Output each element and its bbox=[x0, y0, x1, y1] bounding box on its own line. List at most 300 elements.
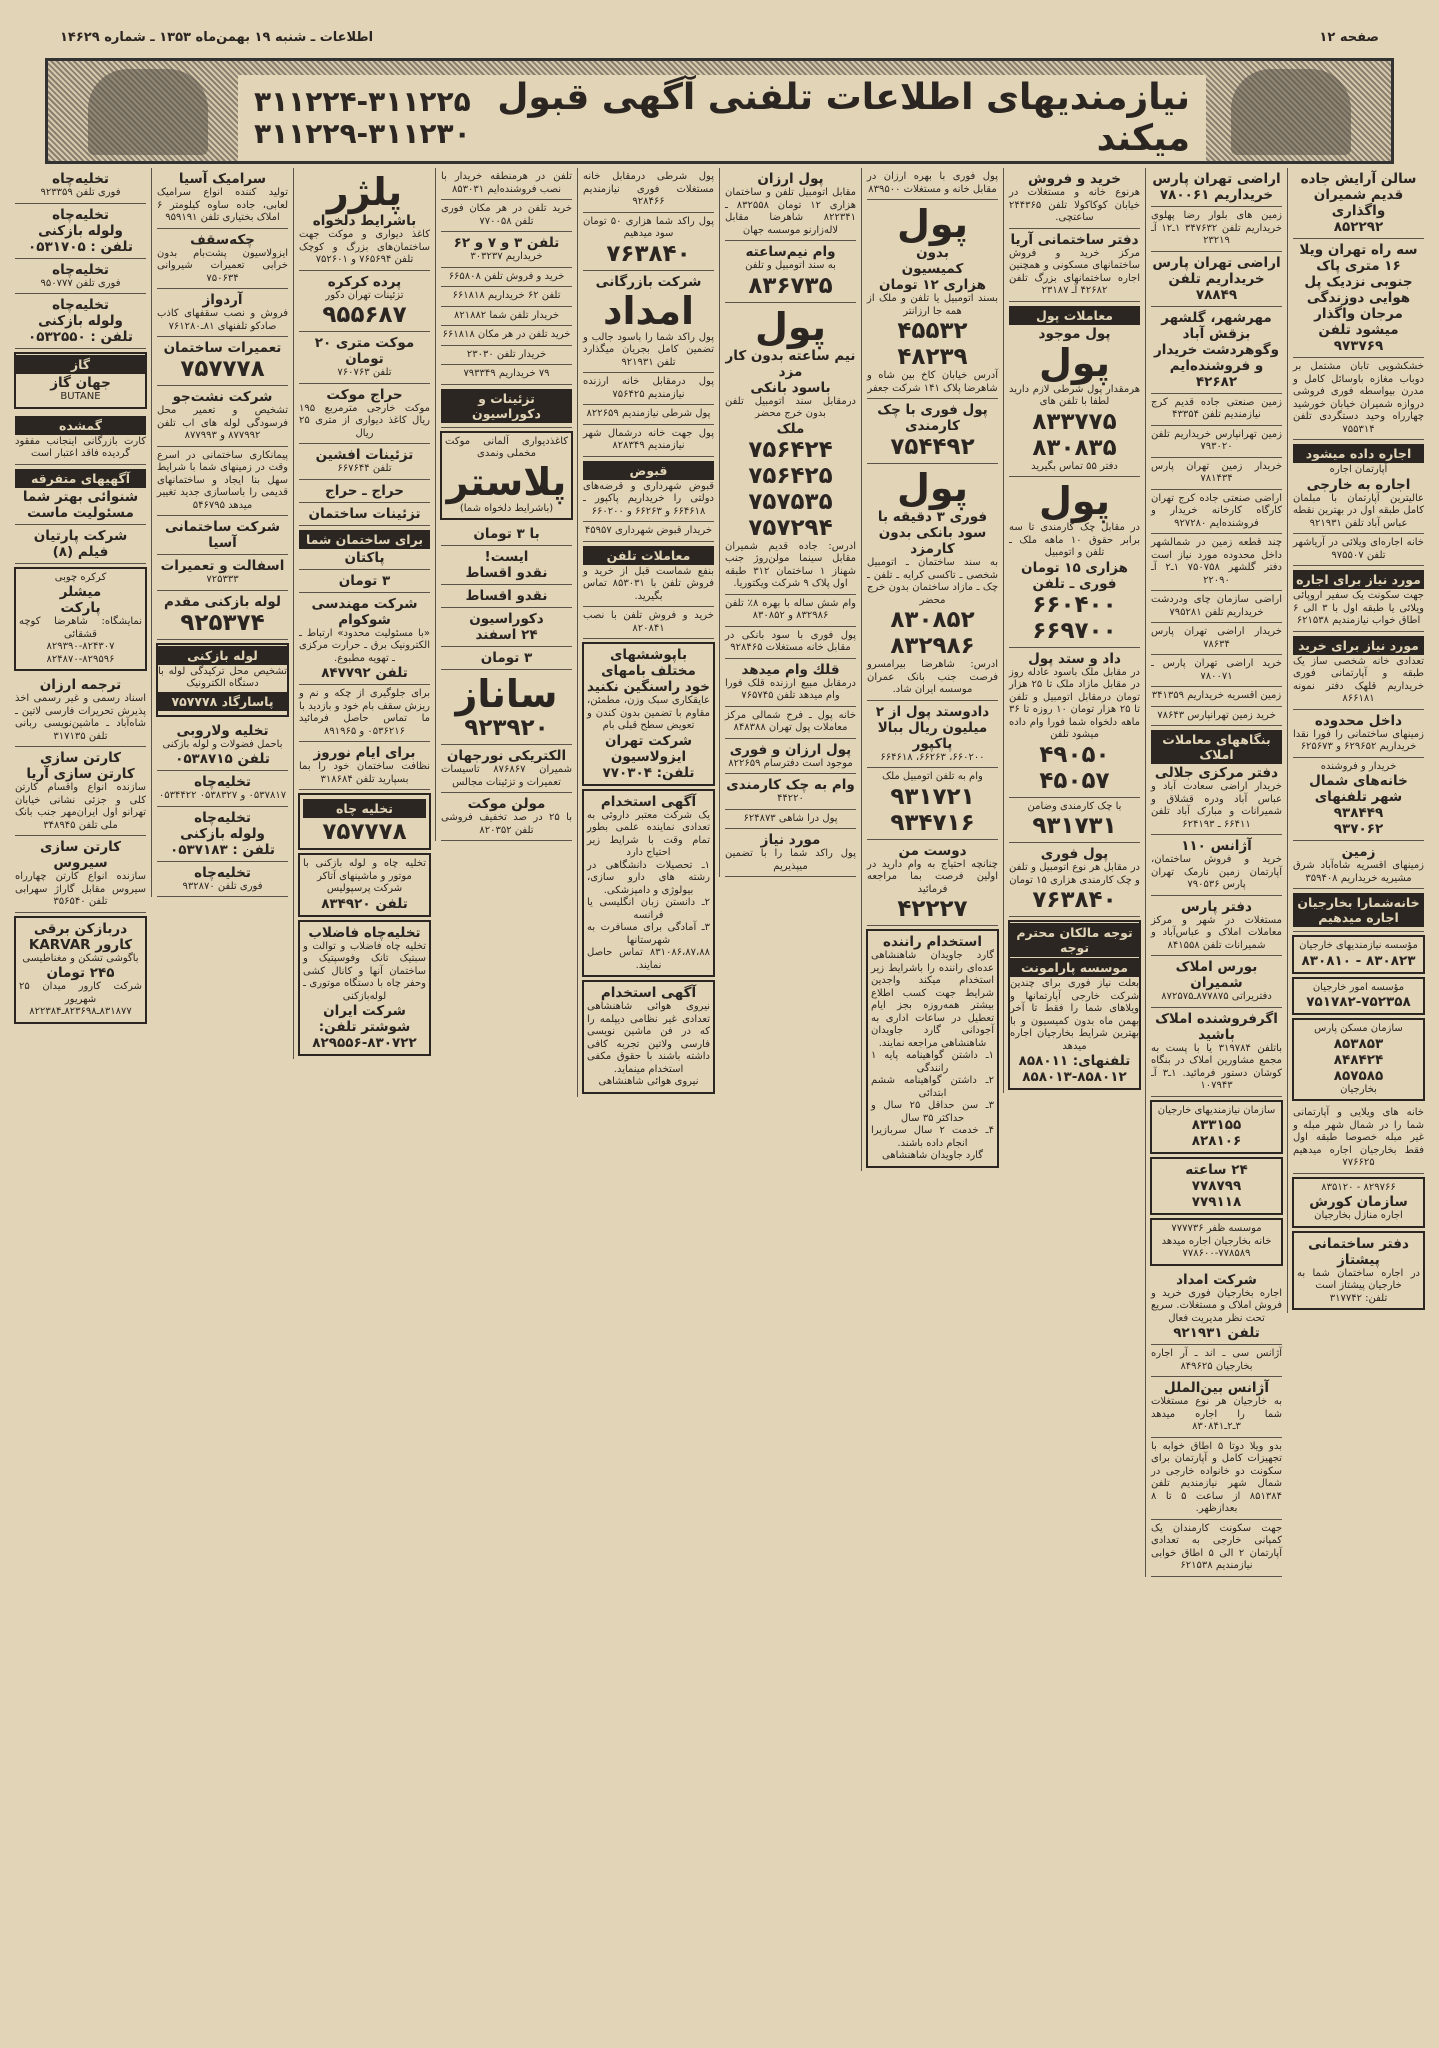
classified-ad bbox=[441, 385, 572, 428]
boxed-ad bbox=[440, 431, 573, 521]
ad-display-title: پول bbox=[896, 466, 969, 510]
ad-headline: ۲۴ اسفند bbox=[475, 627, 538, 643]
section-heading: آگهیهای متفرقه bbox=[15, 469, 146, 488]
ad-body-text: ادرس: جاده قدیم شمیران مقابل سینما مولن‌روژ جنب شهناز ۱ ساختمان ۳۱۲ طبقه اول پلاک ۹ شرکت ویکتوریا. bbox=[725, 540, 857, 589]
ad-headline: جهان گاز bbox=[50, 375, 111, 391]
classifieds-banner bbox=[45, 58, 1394, 164]
ad-column bbox=[719, 168, 861, 877]
ad-phone-number: ۴۹۰۵۰ bbox=[1039, 741, 1110, 768]
classified-ad bbox=[1151, 1520, 1282, 1577]
ad-body-text: گارد جاویدان شاهنشاهی bbox=[882, 1150, 983, 1161]
ad-headline: تلفن : ۰۵۳۱۷۰۵ bbox=[28, 238, 133, 255]
section-heading: اجاره داده میشود bbox=[1293, 444, 1424, 463]
classified-ad bbox=[157, 386, 288, 447]
ad-body-text: گارد جاویدان شاهنشاهی عده‌ای راننده را باشرایط زیر استخدام میکند واجدین شرایط جهت کسب اطلاع بیشتر همه‌روزه بجز ایام تعطیل در ساعات اداری به آجودانی گارد جاویدان شاهنشاهی مراجعه نمایند. bbox=[871, 950, 994, 1049]
ad-headline: کارتن سازی bbox=[39, 750, 122, 766]
ad-body-text: خریدار اراضی تهران پارس ۷۸۶۳۴ bbox=[1151, 626, 1282, 650]
page-header bbox=[60, 30, 1379, 50]
classified-ad bbox=[441, 326, 572, 346]
classified-ad bbox=[1293, 566, 1424, 632]
ad-phone-number: ۷۶۳۸۴۰ bbox=[606, 240, 691, 267]
ad-phone-number: ۶۶۰۴۰۰ bbox=[1032, 591, 1117, 618]
ad-headline: اگرفروشنده املاک باشید bbox=[1155, 1010, 1278, 1043]
classified-ad bbox=[867, 200, 998, 399]
classified-ad bbox=[583, 373, 714, 405]
ad-headline: بدون bbox=[916, 245, 949, 261]
ad-body-text: پیمانکاری ساختمانی در اسرع وقت در زمینهای شما با شرایط سهل بنا ایجاد و ساختمانهای قدیمی را باساسازی جدید تغییر میدهد ۵۴۶۷۹۵ bbox=[157, 449, 288, 511]
section-heading: قبوض bbox=[583, 461, 714, 480]
ad-body-text: کارت بازرگانی اینجانب مفقود گردیده فاقد اعتبار است bbox=[15, 435, 146, 459]
ad-phone-number: ۷۵۶۴۲۵ bbox=[748, 462, 833, 489]
ad-phone-number: ۹۳۴۷۱۶ bbox=[890, 809, 975, 836]
ad-headline: آژانس بین‌الملل bbox=[1164, 1380, 1269, 1396]
ad-phone-number: ۹۳۱۷۲۱ bbox=[890, 783, 975, 810]
ad-headline: تعمیرات ساختمان bbox=[163, 340, 282, 356]
ad-headline: مهرشهر، گلشهر بزقش آباد وگوهردشت خریدار و فروشنده‌ایم ۴۲۶۸۲ bbox=[1153, 309, 1280, 390]
classified-ad bbox=[441, 287, 572, 307]
classified-ad bbox=[157, 720, 288, 772]
ad-body-text: جهت سکونت کارمندان یک کمپانی خارجی به تعدادی آپارتمان ۲ الی ۵ اطاق خوابی نیازمندیم ۶۲۱۵۳۸ bbox=[1151, 1522, 1282, 1571]
section-heading: برای ساختمان شما bbox=[299, 530, 430, 549]
classified-ad bbox=[1293, 758, 1424, 842]
ad-phone-number: ۹۳۱۷۳۱ bbox=[1032, 813, 1117, 839]
classified-ad bbox=[725, 659, 856, 707]
ad-column bbox=[10, 168, 151, 1027]
ad-body-text: درمقابل سند اتومبیل تلفن بدون خرج محضر bbox=[725, 395, 856, 419]
classified-ad bbox=[1151, 534, 1282, 591]
classified-ad bbox=[1293, 841, 1424, 889]
ad-headline: پاکتان bbox=[344, 549, 385, 566]
ad-headline: ۸۵۷۵۸۵ bbox=[1333, 1067, 1384, 1084]
ad-body-text: مقابل اتومبیل تلفن و ساختمان هزاری ۱۲ تومان ۸۳۲۵۵۸ ـ ۸۲۲۳۴۱ شاهرضا مقابل لاله‌زارنو موسسه جهان bbox=[725, 187, 856, 236]
banner-phone: ۳۱۱۲۲۹-۳۱۱۲۳۰ bbox=[254, 117, 471, 150]
ad-body-text: موجود است دفترسام ۸۲۲۶۵۹ bbox=[728, 757, 853, 769]
ad-body-text: ۴ـ خدمت ۲ سال سربازیرا انجام داده باشند. bbox=[871, 1125, 994, 1149]
ad-headline: سازمان کورش bbox=[1309, 1194, 1408, 1210]
ad-body-text: پول درمقابل خانه ارزنده نیازمندیم ۷۵۶۴۲۵ bbox=[583, 376, 714, 400]
classified-ad bbox=[583, 405, 714, 425]
section-heading: معاملات پول bbox=[1009, 306, 1140, 325]
ad-headline: پرده کرکره bbox=[327, 273, 402, 290]
ad-body-text: خانه های ویلایی و آپارتمانی شما را در شمال شهر مبله و غیر مبله خصوصا طبقه اول فقط بخارجیان اجاره میدهیم ۷۷۶۶۲۵ bbox=[1293, 1107, 1424, 1168]
ad-headline: آژانس ۱۱۰ bbox=[1181, 838, 1252, 854]
ad-headline: ولوله بازکنی bbox=[180, 825, 265, 842]
ad-headline: ۷۵۱۷۸۲-۷۵۲۳۵۸ bbox=[1306, 994, 1411, 1010]
ad-phone-number: ۸۳۰۸۳۵ bbox=[1032, 434, 1117, 461]
ad-body-text: نمایشگاه: شاهرضا کوچه قشقائی bbox=[19, 616, 142, 640]
ad-body-text: در مقابل ملک باسود عادله روز در مقابل مازاد ملک تا ۲۵ هزار تومان درمقابل اتومبیل و تلفن تا ۲۵ هزار تومان ۱۰ روزه تا ۳۶ ماهه دلخواه شما فورا وام داده میشود تلفن bbox=[1009, 666, 1141, 740]
ad-body-text: ادرس: شاهرضا بیرامسرو فرصت جنب بانک عمران موسسه ایران شاد. bbox=[867, 659, 998, 695]
ad-body-text: فوری تلفن ۹۵۰۷۷۷ bbox=[40, 277, 121, 289]
ad-headline: تلفن ۸۴۷۷۹۲ bbox=[321, 665, 408, 681]
ad-body-text: سازنده انواع کارتن چهارراه سیروس مقابل گاراژ سهرابی تلفن ۳۵۶۵۴۰ bbox=[15, 871, 146, 907]
ad-headline: ۹۳۷۰۶۲ bbox=[1333, 821, 1384, 837]
ad-headline: ۳ تومان bbox=[338, 572, 391, 589]
classified-ad bbox=[1151, 168, 1282, 207]
ad-body-text: اراضی سازمان چای ودردشت خریداریم تلفن ۷۹۵۲۸۱ bbox=[1151, 594, 1282, 618]
ad-headline: فوری ۳ دقیقه با سود بانکی بدون کارمزد bbox=[877, 509, 988, 557]
classified-ad bbox=[441, 523, 572, 546]
ad-headline: دفتر پارس bbox=[1181, 898, 1252, 915]
ad-body-text: تشخیص محل ترکیدگی لوله با دستگاه الکترونیک bbox=[158, 665, 287, 689]
ad-body-text: پول راکد شما هزاری ۵۰ تومان سود میدهیم bbox=[583, 215, 715, 239]
ad-body-text: سازمان نیازمندیهای خارجیان bbox=[1157, 1104, 1276, 1116]
ad-headline: داخل محدوده bbox=[1314, 712, 1403, 729]
classified-ad bbox=[299, 593, 430, 686]
classified-ad bbox=[441, 268, 572, 288]
boxed-ad bbox=[1292, 1018, 1425, 1101]
ad-body-text: سازمان مسکن پارس bbox=[1314, 1023, 1403, 1034]
boxed-ad bbox=[1292, 1231, 1425, 1311]
classified-ad bbox=[441, 346, 572, 366]
classified-ad bbox=[725, 829, 856, 877]
ad-body-text: خرید و فروش ساختمان، آپارتمان زمین نارمک تهران پارس ۷۹۰۵۳۶ bbox=[1151, 854, 1282, 890]
ad-body-text: کرکره چوبی bbox=[54, 571, 107, 583]
ad-body-text: باگوشی تشکن و مغناطیسی bbox=[22, 952, 139, 964]
ad-body-text: خرید تلفن در هر مکان فوری تلفن ۷۷۰۰۵۸ bbox=[441, 203, 572, 227]
ad-body-text: پول فوری با بهره ارزان در مقابل خانه و مستغلات ۸۳۹۵۰۰ bbox=[867, 171, 998, 195]
ad-body-text: ۳ـ سن حداقل ۲۵ سال و حداکثر ۳۵ سال bbox=[871, 1100, 994, 1124]
classified-ad bbox=[299, 742, 430, 790]
ad-headline: سالن آرایش جاده قدیم شمیران واگذاری bbox=[1300, 171, 1417, 219]
classified-ad bbox=[867, 768, 998, 840]
ad-headline: پارکت bbox=[60, 600, 101, 616]
ad-headline: تخلیه‌چاه bbox=[52, 261, 109, 278]
classified-ad bbox=[725, 627, 856, 659]
ad-headline: چکه‌سقف bbox=[190, 231, 255, 248]
ad-headline: دفتر مرکزی جلالی bbox=[1154, 765, 1279, 781]
ad-headline: ولوله بازکنی bbox=[38, 222, 123, 239]
classified-ad bbox=[15, 747, 146, 836]
ad-headline: ۹۳۸۴۴۹ bbox=[1333, 805, 1384, 821]
ad-body-text: پول راکد شما را با تضمین میپذیریم bbox=[725, 848, 856, 872]
ad-headline: ۸۳۰۸۲۳ - ۸۳۰۸۱۰ bbox=[1301, 952, 1416, 969]
ad-headline: استخدام راننده bbox=[883, 934, 982, 950]
ad-body-text: آدرس خیابان کاخ بین شاه و شاهرضا پلاک ۱۴۱ شرکت جعفر bbox=[867, 370, 998, 394]
ad-column bbox=[435, 168, 577, 841]
ad-body-text: خرید زمین تهرانپارس ۷۸۶۴۳ bbox=[1157, 709, 1276, 721]
ad-body-text: بنفع شماست قبل از خرید و فروش تلفن با ۸۵۳۰۳۱ تماس بگیرید. bbox=[583, 565, 714, 602]
ad-body-text: تلفن: ۳۱۷۷۴۲ bbox=[1329, 1292, 1388, 1304]
ad-column bbox=[151, 168, 293, 897]
classified-ad bbox=[15, 168, 146, 204]
classified-ad bbox=[725, 168, 856, 241]
ad-body-text: مستغلات در شهر و مرکز معاملات املاک و عباس‌آباد و شمیرانات تلفن ۸۴۱۵۵۸ bbox=[1151, 914, 1282, 951]
ad-body-text: بدو ویلا دوتا ۵ اطاق خوابه با تجهیزات کامل و آپارتمان برای سکونت دو خانواده خارجی در شمال شهر نیازمندیم تلفن ۸۵۱۳۸۴ از ساعت ۵ تا ۸ بعدازظهر. bbox=[1151, 1440, 1283, 1514]
ad-body-text: ۰۵۳۷۸۱۷ و ۰۵۳۸۳۲۷ ۰۵۳۴۴۲۲ bbox=[158, 790, 287, 801]
ad-headline: قلك وام میدهد bbox=[741, 661, 840, 678]
ad-column bbox=[293, 168, 435, 1059]
classified-ad bbox=[157, 771, 288, 807]
ad-body-text: زمین اقسریه خریداریم ۳۴۱۳۵۹ bbox=[1151, 690, 1282, 701]
ad-body-text: خریدار قبوض شهرداری ۴۵۹۵۷ bbox=[584, 525, 713, 536]
ad-body-text: ایزولاسیون پشت‌بام بدون خرابی تعمیرات شیروانی ۷۵۰۶۳۴ bbox=[157, 247, 288, 284]
ad-column bbox=[1287, 168, 1429, 1313]
ad-body-text: «با مسئولیت محدود» ارتباط ـ الکترونیک برق ـ حرارت مرکزی ـ تهویه مطبوع. bbox=[299, 627, 430, 664]
ad-headline: داد و ستد پول bbox=[1028, 650, 1121, 667]
ad-headline: کارتن سازی سیروس bbox=[39, 839, 122, 871]
classified-ad bbox=[1151, 1008, 1282, 1097]
classified-ad bbox=[157, 289, 288, 337]
section-heading: تخلیه چاه bbox=[303, 799, 426, 818]
ad-phone-number: ۷۵۶۴۲۴ bbox=[748, 436, 833, 463]
boxed-ad bbox=[156, 643, 289, 717]
ad-headline: تخلیه‌چاه bbox=[52, 297, 109, 313]
telephone-woman-illustration-icon bbox=[88, 69, 208, 155]
classified-ad bbox=[441, 365, 572, 385]
ad-body-text: ۶۶۰۲۰۰، ۶۶۲۶۳، ۶۶۴۶۱۸ bbox=[880, 751, 985, 763]
ad-headline: ترجمه ارزان bbox=[39, 677, 122, 693]
ad-phone-number: ۴۸۲۳۹ bbox=[897, 344, 968, 370]
boxed-ad bbox=[298, 793, 431, 850]
ad-body-text: پول شرطی درمقابل خانه مستغلات فوری نیازمندیم ۹۲۸۴۶۶ bbox=[583, 171, 714, 207]
ad-headline: تزئینات ساختمان bbox=[308, 505, 421, 522]
ad-headline: مورد نیاز bbox=[760, 832, 821, 848]
ad-phone-number: ۴۵۰۵۷ bbox=[1039, 767, 1110, 794]
ad-body-text: خرید و فروش تلفن ۶۶۵۸۰۸ bbox=[448, 270, 565, 282]
classified-ad bbox=[1151, 490, 1282, 535]
classified-ad bbox=[299, 503, 430, 526]
classified-ad bbox=[867, 168, 998, 200]
classified-ad bbox=[299, 332, 430, 384]
classified-ad bbox=[1293, 1104, 1424, 1174]
ad-body-text: زمین تهرانپارس خریداریم تلفن ۷۹۳۰۲۰ bbox=[1151, 428, 1282, 452]
ad-body-text: ۱ـ تحصیلات دانشگاهی در رشته های دارو سازی، بیولوژی و دامپزشکی. bbox=[587, 859, 710, 896]
ad-headline: مولن موکت bbox=[467, 796, 546, 812]
ad-headline: شرکت نشت‌جو bbox=[172, 389, 273, 405]
ad-headline: ۸۲۹۵۵۶-۸۳۰۷۲۲ bbox=[312, 1035, 417, 1051]
ad-headline: نقدو اقساط bbox=[465, 565, 548, 581]
ad-body-text: به سند ساختمان ـ اتومبیل شخصی ـ تاکسی کرایه ـ تلفن ـ چک ـ مازاد ساختمان بدون خرج محضر bbox=[867, 557, 998, 606]
ad-headline: باشرایط دلخواه bbox=[312, 213, 417, 229]
ad-body-text: خانه بخارجیان اجاره میدهد bbox=[1161, 1235, 1272, 1247]
classified-ad bbox=[1293, 632, 1424, 710]
classified-ad bbox=[1293, 534, 1424, 566]
classified-ad bbox=[867, 840, 998, 927]
ad-body-text: خانه پول ـ فرح شمالی مرکز معاملات پول تهران ۸۴۸۳۸۸ bbox=[725, 709, 856, 733]
ad-headline: تلفنهای: ۸۵۸۰۱۱ bbox=[1018, 1053, 1131, 1069]
ad-phone-number: ۸۳۳۷۷۵ bbox=[1032, 408, 1117, 435]
ad-body-text: فوری تلفن ۹۲۳۳۵۹ bbox=[40, 187, 121, 198]
section-heading: تزئینات و دکوراسیون bbox=[441, 389, 572, 423]
ad-headline: حراج ـ حراج bbox=[325, 482, 404, 499]
ad-body-text: پول درا شاهی ۶۲۴۸۷۳ bbox=[743, 812, 838, 824]
ad-body-text: زمینهای اقسریه شاه‌آباد شرق مشیریه خریداریم ۳۵۹۴۰۸ bbox=[1293, 860, 1424, 884]
ad-body-text: نظافت ساختمان خود را بما بسپارید تلفن ۳۱۸۶۸۴ bbox=[299, 761, 430, 785]
ad-body-text: هرنوع خانه و مستغلات در خیابان کوکاکولا تلفن ۲۴۴۳۶۵ ساعتچی. bbox=[1009, 187, 1140, 223]
ad-phone-number: ۷۵۷۵۳۵ bbox=[748, 488, 833, 515]
classified-ad bbox=[1151, 956, 1282, 1008]
classified-ad bbox=[441, 168, 572, 200]
ad-body-text: خرید اراضی تهران پارس ـ ۷۸۰۰۷۱ bbox=[1151, 658, 1282, 682]
ad-headline: نقدو اقساط bbox=[465, 588, 548, 604]
ad-body-text: مؤسسه نیازمندیهای خارجیان bbox=[1299, 940, 1418, 951]
ad-body-text: دفتر ۵۵ تماس بگیرید bbox=[1031, 460, 1118, 472]
section-heading: مورد نیاز برای اجاره bbox=[1293, 570, 1424, 589]
ad-headline: تخلیه‌چاه فاضلاب bbox=[308, 924, 421, 941]
ad-headline: باسود بانکی bbox=[750, 379, 831, 396]
ad-headline: زمین bbox=[1341, 844, 1376, 860]
ad-headline: برای ایام نوروز bbox=[313, 745, 416, 761]
boxed-ad bbox=[1150, 1100, 1283, 1155]
ad-headline: تلفن: ۷۷۰۳۰۴ bbox=[602, 764, 695, 781]
ad-headline: حراج موکت bbox=[326, 386, 403, 403]
boxed-ad bbox=[1150, 1218, 1283, 1266]
ad-headline: ملک bbox=[776, 420, 805, 437]
ad-body-text: فروش و نصب سقفهای کاذب صادکو تلفنهای ۸۱ـ۷۶۱۲۸۰ bbox=[157, 308, 288, 332]
ad-column bbox=[1145, 168, 1287, 1577]
boxed-ad bbox=[14, 352, 147, 409]
ad-headline: پول موجود bbox=[1038, 325, 1111, 342]
classified-ad bbox=[867, 464, 998, 701]
ad-body-text: یک شرکت معتبر داروئی به تعدادی نماینده علمی بطور تمام وقت با شرایط زیر احتیاج دارد bbox=[587, 809, 710, 858]
classified-ad bbox=[299, 444, 430, 480]
ad-headline: شرکت پارتیان bbox=[33, 527, 128, 544]
ad-headline: ۷۷۹۱۱۸ bbox=[1191, 1194, 1242, 1210]
ad-body-text: خریدار تلفن شما ۸۲۱۸۸۲ bbox=[453, 309, 560, 321]
classified-ad bbox=[725, 774, 856, 810]
ad-display-title: پلژر bbox=[326, 170, 403, 214]
ad-display-title: پول bbox=[1038, 479, 1111, 523]
ad-body-text: در اجاره ساختمان شما به خارجیان پیشتاز است bbox=[1297, 1267, 1420, 1291]
ad-body-text: خریدار زمین تهران پارس ۷۸۱۴۳۴ bbox=[1151, 460, 1282, 484]
ad-body-text: چند قطعه زمین در شمالشهر داخل محدوده مورد نیاز است دفتر گلشهر ۷۵۰۷۵۸ ۱ـ۲ آـ ۲۲۰۹۰ bbox=[1151, 537, 1282, 586]
ad-headline: ۲۴۵ تومان bbox=[46, 965, 115, 981]
ad-body-text: ۸۳۱۰۸۶،۸۷،۸۸ تماس حاصل نمایند. bbox=[587, 947, 710, 971]
ad-body-text: پول شرطی نیازمندیم ۸۲۲۶۵۹ bbox=[586, 408, 711, 419]
ad-body-text: خانه اجاره‌ای ویلائی در آریاشهر تلفن ۹۷۵۵۰۷ bbox=[1293, 537, 1424, 561]
classified-ad bbox=[1009, 843, 1140, 917]
classified-ad bbox=[1009, 302, 1140, 478]
classified-ad bbox=[1009, 648, 1140, 798]
ad-headline: تخلیه‌چاه bbox=[52, 171, 109, 187]
ad-headline: نیم ساعته بدون کار مزد bbox=[725, 347, 856, 380]
ad-headline: ۷۷۸۷۹۹ bbox=[1191, 1178, 1242, 1194]
ad-body-text: ۴۴۲۲۰ bbox=[777, 793, 804, 804]
ad-body-text: اجاره منازل بخارجیان bbox=[1314, 1210, 1403, 1221]
ad-body-text: با ۲۵ در صد تخفیف فروشی تلفن ۸۲۰۳۵۲ bbox=[441, 812, 573, 836]
ad-headline: ۳ تومان bbox=[480, 650, 533, 666]
ad-body-text: خریدار و فروشنده bbox=[1320, 760, 1397, 772]
classified-ad bbox=[157, 555, 288, 591]
ad-headline: اجاره به خارجی bbox=[1306, 476, 1411, 493]
ad-body-text: باحمل فضولات و لوله بازکنی bbox=[162, 738, 283, 750]
ad-body-text: تلفن در هرمنطقه خریدار با نصب فروشنده‌ایم ۸۵۳۰۳۱ bbox=[441, 171, 572, 195]
section-heading: توجه مالکان محترم توجه bbox=[1010, 923, 1139, 957]
ad-headline: وام به چک کارمندی bbox=[726, 777, 855, 793]
ad-headline: هزاری ۱۵ تومان فوری ـ تلفن bbox=[1021, 559, 1128, 592]
section-heading: مورد نیاز برای خرید bbox=[1293, 636, 1424, 655]
ad-headline: ۸۵۸۰۱۳-۸۵۸۰۱۲ bbox=[1022, 1069, 1127, 1085]
ad-body-text: باتلفن ۳۱۹۷۸۴ یا با پست به مجمع مشاورین املاک در بنگاه کوشان دستور فرمائید. ۱ـ۳ آـ ۱۰۷۹۴۳ bbox=[1151, 1042, 1282, 1091]
ad-headline: اسفالت و تعمیرات bbox=[160, 558, 285, 574]
ad-body-text: خرید تلفن در هر مکان ۶۶۱۸۱۸ bbox=[442, 329, 571, 340]
ad-body-text: ۱ـ داشتن گواهینامه پایه ۱ رانندگی bbox=[871, 1050, 994, 1074]
ad-headline: تلفن ۸۳۴۹۲۰ bbox=[321, 895, 408, 912]
ad-body-text: آپارتمان اجاره bbox=[1329, 464, 1388, 475]
ad-headline: لوله بازکنی مقدم bbox=[164, 593, 281, 610]
classified-ad bbox=[725, 303, 856, 595]
classified-ad bbox=[583, 522, 714, 542]
ad-headline: اراضی تهران پارس خریداریم ۷۸۰۰۶۱ bbox=[1152, 171, 1281, 203]
classified-ad bbox=[1151, 458, 1282, 490]
ad-body-text: BUTANE bbox=[60, 391, 101, 402]
classified-ad bbox=[15, 836, 146, 913]
ad-headline: فیلم (۸) bbox=[52, 543, 109, 560]
ad-headline: تلفن ۰۵۳۸۷۱۵ bbox=[175, 751, 270, 767]
ad-headline: هزاری ۱۲ تومان bbox=[879, 277, 986, 293]
classified-ad bbox=[157, 337, 288, 386]
classified-ad bbox=[1151, 726, 1282, 835]
ad-column bbox=[577, 168, 719, 1097]
classified-ad bbox=[1151, 1377, 1282, 1438]
ad-body-text: بسند اتومبیل یا تلفن و ملک از همه جا ارزانتر bbox=[867, 293, 998, 317]
classified-ad bbox=[441, 745, 572, 793]
ad-phone-number: ۷۶۳۸۴۰ bbox=[1032, 887, 1117, 913]
section-heading: لوله بازکنی bbox=[158, 646, 287, 665]
ad-display-title: پول bbox=[896, 202, 969, 246]
classified-ad bbox=[725, 810, 856, 830]
ad-body-text: تلفن ۶۶۷۶۴۴ bbox=[337, 463, 392, 474]
classified-ad bbox=[441, 232, 572, 268]
ad-headline: پول ارزان و فوری bbox=[729, 741, 852, 758]
ad-body-text: ۳ـ آمادگی برای مسافرت به شهرستانها bbox=[587, 922, 710, 946]
ad-phone-number: ۷۵۴۴۹۲ bbox=[890, 434, 975, 460]
classified-ad bbox=[1151, 835, 1282, 896]
ad-body-text: با چک کارمندی وضامن bbox=[1027, 800, 1122, 812]
boxed-ad bbox=[582, 642, 715, 786]
ad-body-text: ۸۳۱۸۷۷ـ۸۲۳۶۹۸ـ۸۲۲۳۸۴ bbox=[29, 1006, 132, 1017]
classified-ad bbox=[1151, 426, 1282, 458]
ad-body-text: برای جلوگیری از چکه و نم و ریزش سقف بام خود و بازدید با ما تماس حاصل فرمائید ۰۵۳۶۲۱۶ و ۸۹۱۹۶۵ bbox=[299, 688, 430, 737]
classified-ad bbox=[441, 546, 572, 585]
ad-headline: کارتن سازی آریا bbox=[26, 766, 135, 782]
ad-body-text: شمیران ۸۷۶۸۶۷ تاسیسات تعمیرات و تزئینات مجالس bbox=[441, 764, 572, 788]
ad-headline: الکتریکی نورجهان bbox=[446, 748, 567, 764]
ad-headline: تزئینات افشین bbox=[315, 447, 414, 463]
ad-headline: دفتر ساختمانی پیشتاز bbox=[1308, 1235, 1409, 1268]
ad-body-text: ۸۲۹۳۹۰-۸۲۴۳۰۷ bbox=[46, 641, 115, 652]
ad-headline: سه راه تهران ویلا ۱۶ متری پاک جنوبی نزدیک پل هوایی دوزندگی مرجان واگذار میشود تلفن ۹۷۳۷۶۹ bbox=[1299, 242, 1418, 354]
section-heading: گاز bbox=[16, 355, 145, 374]
ad-body-text: آژانس سی ـ اند ـ آر اجاره بخارجیان ۸۴۹۶۲۵ bbox=[1151, 1348, 1282, 1372]
ad-phone-number: ۹۲۵۳۷۴ bbox=[180, 609, 265, 636]
ad-body-text: عالیترین آپارتمان با مبلمان کامل طبقه اول در بهترین نقطه عباس آباد تلفن ۹۲۱۹۳۱ bbox=[1293, 492, 1424, 529]
classified-ad bbox=[725, 241, 856, 303]
classified-ad bbox=[441, 608, 572, 647]
ad-body-text: مرکز خرید و فروش ساختمانهای مسکونی و همچنین اجاره ساختمانهای بزرگ تلفن ۴۲۶۸۲ آـ ۲۳۱۸۷ bbox=[1009, 247, 1140, 296]
ad-body-text: به خارجیان هر نوع مستغلات شما را اجاره میدهد ۳ـ۲ـ۸۳۰۸۴۱ bbox=[1151, 1396, 1282, 1432]
classified-ad bbox=[157, 447, 288, 517]
ad-body-text: ۷۷۸۶۰۰-۷۷۸۵۸۹ bbox=[1182, 1248, 1251, 1259]
ad-phone-number: ۷۵۷۷۷۸ bbox=[180, 356, 265, 382]
ad-headline: خرید و فروش bbox=[1027, 171, 1122, 187]
ad-headline: دادوستد پول از ۲ میلیون ریال ببالا پاکپور bbox=[875, 703, 990, 752]
ad-headline: اراضی تهران پارس خریداریم تلفن ۷۸۸۴۹ bbox=[1152, 254, 1281, 303]
ad-body-text: ۸۲۹۷۶۶ - ۸۳۵۱۲۰ bbox=[1321, 1181, 1396, 1193]
classified-ad bbox=[299, 168, 430, 271]
ad-headline: دفتر ساختمانی آریا bbox=[1010, 231, 1139, 248]
classified-ad bbox=[867, 399, 998, 464]
ad-body-text: به سند اتومبیل و تلفن bbox=[745, 260, 836, 271]
ad-display-title: امداد bbox=[602, 288, 695, 333]
classified-ad bbox=[1151, 1345, 1282, 1377]
ad-body-text: اسناد رسمی و غیر رسمی اخذ پذیرش تحریرات فارسی لاتین ـ شاه‌آباد ـ ماشین‌نویسی ربانی تلفن ۳۱۷۱۳۵ bbox=[15, 693, 146, 742]
classified-ad bbox=[1151, 687, 1282, 707]
classified-ad bbox=[1009, 229, 1140, 302]
ad-headline: بورس املاک شمیران bbox=[1175, 959, 1258, 991]
ad-body-text: نیروی هوائی شاهنشاهی تعدادی غیر نظامی دیپلمه را که در فن ماشین نویسی فارسی ولاتین تجربه کافی داشته باشند با حقوق مکفی استخدام مینماید. bbox=[587, 1001, 710, 1075]
